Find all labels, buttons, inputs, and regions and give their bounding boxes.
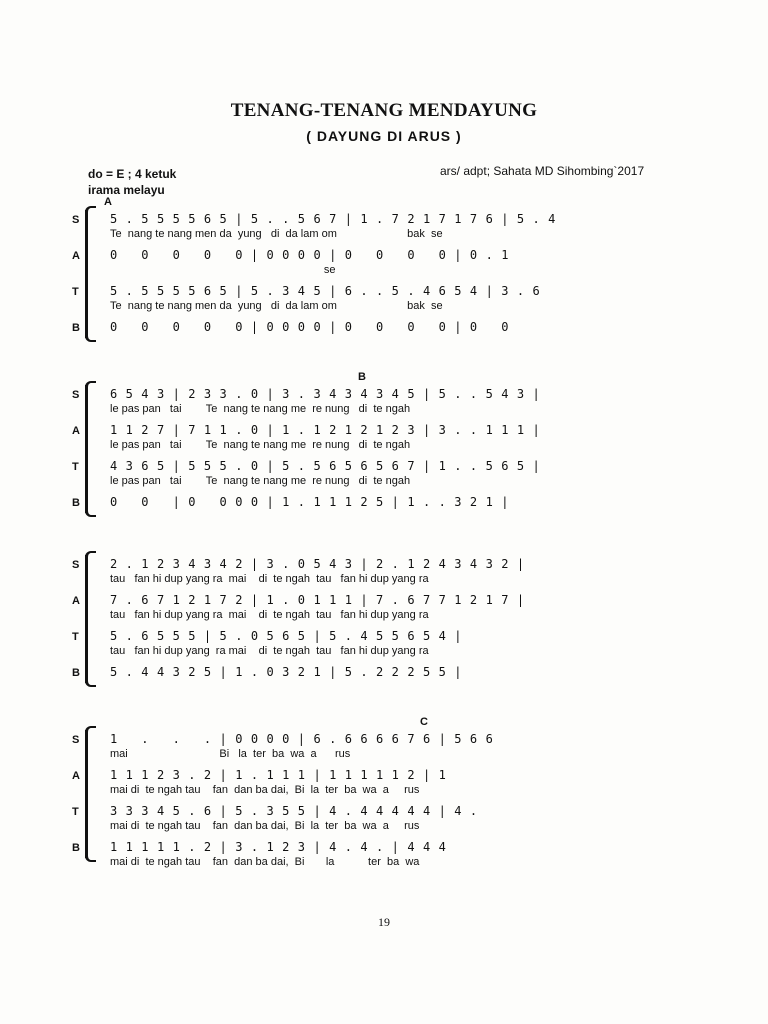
notation-line: 1 1 1 1 1 . 2 | 3 . 1 2 3 | 4 . 4 . | 4 4 4	[110, 840, 447, 854]
lyrics-line: le pas pan tai Te nang te nang me re nung di te ngah	[110, 439, 411, 451]
notation-line: 4 3 6 5 | 5 5 5 . 0 | 5 . 5 6 5 6 5 6 7 | 1 . . 5 6 5 |	[110, 459, 541, 473]
key-info	[88, 166, 176, 198]
notation-line: 5 . 5 5 5 5 6 5 | 5 . . 5 6 7 | 1 . 7 2 1 7 1 7 6 | 5 . 4	[110, 212, 557, 226]
system-brace	[85, 555, 94, 683]
notation-line: 0 0 0 0 0 | 0 0 0 0 | 0 0 0 0 | 0 0	[110, 320, 510, 334]
voice-label: A	[72, 770, 80, 782]
lyrics-line: Te nang te nang men da yung di da lam om bak se	[110, 300, 443, 312]
voice-label: S	[72, 389, 80, 401]
lyrics-line: mai Bi la ter ba wa a rus	[110, 748, 351, 760]
voice-label: T	[72, 286, 79, 298]
lyrics-line: mai di te ngah tau fan dan ba dai, Bi la ter ba wa a rus	[110, 784, 420, 796]
arranger-credit: ars/ adpt; Sahata MD Sihombing`2017	[440, 164, 645, 178]
section-marker: A	[104, 196, 112, 208]
voice-label: B	[72, 667, 80, 679]
lyrics-line: tau fan hi dup yang ra mai di te ngah tau fan hi dup yang ra	[110, 609, 429, 621]
voice-label: S	[72, 559, 80, 571]
notation-line: 6 5 4 3 | 2 3 3 . 0 | 3 . 3 4 3 4 3 4 5 | 5 . . 5 4 3 |	[110, 387, 541, 401]
voice-label: S	[72, 214, 80, 226]
notation-line: 1 1 2 7 | 7 1 1 . 0 | 1 . 1 2 1 2 1 2 3 | 3 . . 1 1 1 |	[110, 423, 541, 437]
notation-line: 2 . 1 2 3 4 3 4 2 | 3 . 0 5 4 3 | 2 . 1 2 4 3 4 3 2 |	[110, 557, 525, 571]
notation-line: 5 . 6 5 5 5 | 5 . 0 5 6 5 | 5 . 4 5 5 6 5 4 |	[110, 629, 463, 643]
lyrics-line: le pas pan tai Te nang te nang me re nung di te ngah	[110, 475, 411, 487]
voice-label: T	[72, 461, 79, 473]
notation-line: 5 . 5 5 5 5 6 5 | 5 . 3 4 5 | 6 . . 5 . 4 6 5 4 | 3 . 6	[110, 284, 541, 298]
voice-label: A	[72, 250, 80, 262]
page-title: TENANG-TENANG MENDAYUNG	[230, 100, 538, 121]
voice-label: A	[72, 425, 80, 437]
voice-label: S	[72, 734, 80, 746]
lyrics-line: Te nang te nang men da yung di da lam om bak se	[110, 228, 443, 240]
voice-label: T	[72, 631, 79, 643]
lyrics-line: se	[110, 264, 336, 276]
notation-line: 0 0 | 0 0 0 0 | 1 . 1 1 1 2 5 | 1 . . 3 2 1 |	[110, 495, 510, 509]
lyrics-line: mai di te ngah tau fan dan ba dai, Bi la ter ba wa	[110, 856, 420, 868]
voice-label: B	[72, 322, 80, 334]
notation-line: 1 1 1 2 3 . 2 | 1 . 1 1 1 | 1 1 1 1 1 2 | 1	[110, 768, 447, 782]
voice-label: T	[72, 806, 79, 818]
notation-line: 1 . . . | 0 0 0 0 | 6 . 6 6 6 6 7 6 | 5 6 6	[110, 732, 494, 746]
lyrics-line: le pas pan tai Te nang te nang me re nung di te ngah	[110, 403, 411, 415]
voice-label: A	[72, 595, 80, 607]
notation-line: 0 0 0 0 0 | 0 0 0 0 | 0 0 0 0 | 0 . 1	[110, 248, 510, 262]
rhythm-style: irama melayu	[88, 183, 165, 197]
lyrics-line: tau fan hi dup yang ra mai di te ngah tau fan hi dup yang ra	[110, 573, 429, 585]
voice-label: B	[72, 497, 80, 509]
section-marker: C	[420, 716, 428, 728]
system-brace	[85, 210, 94, 338]
notation-line: 3 3 3 4 5 . 6 | 5 . 3 5 5 | 4 . 4 4 4 4 4 | 4 .	[110, 804, 478, 818]
section-marker: B	[358, 371, 366, 383]
lyrics-line: mai di te ngah tau fan dan ba dai, Bi la ter ba wa a rus	[110, 820, 420, 832]
notation-line: 5 . 4 4 3 2 5 | 1 . 0 3 2 1 | 5 . 2 2 2 5 5 |	[110, 665, 463, 679]
system-brace	[85, 730, 94, 858]
page-number: 19	[378, 915, 390, 929]
system-brace	[85, 385, 94, 513]
voice-label: B	[72, 842, 80, 854]
lyrics-line: tau fan hi dup yang ra mai di te ngah tau fan hi dup yang ra	[110, 645, 429, 657]
key-signature: do = E ; 4 ketuk	[88, 167, 177, 181]
notation-line: 7 . 6 7 1 2 1 7 2 | 1 . 0 1 1 1 | 7 . 6 7 7 1 2 1 7 |	[110, 593, 525, 607]
page-subtitle: ( DAYUNG DI ARUS )	[306, 128, 462, 144]
